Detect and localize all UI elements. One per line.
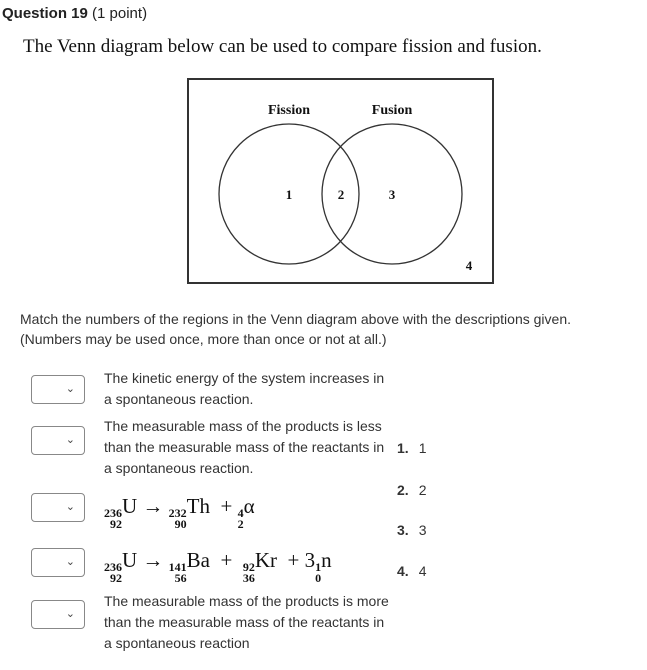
region-2: 2 [337,187,345,202]
instructions: Match the numbers of the regions in the Venn diagram above with the descriptions given. (Numbers may be used once, more than once or not at all.) [20,311,571,347]
option-1: 1. 1 [397,440,427,456]
option-2: 2. 2 [397,482,427,498]
fusion-label: Fusion [371,103,413,118]
chevron-down-icon: ⌄ [65,383,75,395]
answer-select-3[interactable] [31,493,85,522]
chevron-down-icon: ⌄ [65,501,75,513]
chevron-down-icon: ⌄ [65,556,75,568]
equation-alpha-decay: 236 92 U → 232 90 Th + 4 2 α [104,494,255,531]
option-3: 3. 3 [397,522,427,538]
region-1: 1 [285,187,293,202]
option-4: 4. 4 [397,563,427,579]
region-3: 3 [388,187,396,202]
chevron-down-icon: ⌄ [65,608,75,620]
question-number: Question 19 [2,5,88,22]
venn-frame [188,79,493,283]
answer-select-5[interactable] [31,600,85,629]
venn-diagram [187,78,495,285]
region-4: 4 [465,258,473,273]
answer-select-1[interactable] [31,375,85,404]
description-2: The measurable mass of the products is less than the measurable mass of the reactants in a spontaneous reaction. [104,418,385,476]
question-text: The Venn diagram below can be used to compare fission and fusion. [23,36,542,57]
chevron-down-icon: ⌄ [65,434,75,446]
answer-select-2[interactable] [31,426,85,455]
question-points: (1 point) [92,5,148,22]
description-1: The kinetic energy of the system increases in a spontaneous reaction. [104,370,385,407]
equation-fission: 236 92 U → 141 56 Ba + 92 36 Kr + 3 1 0 n [104,548,332,585]
fission-label: Fission [267,103,311,118]
answer-select-4[interactable] [31,548,85,577]
description-5: The measurable mass of the products is more than the measurable mass of the reactants in a spontaneous reaction [104,593,389,651]
question-title [2,5,147,22]
